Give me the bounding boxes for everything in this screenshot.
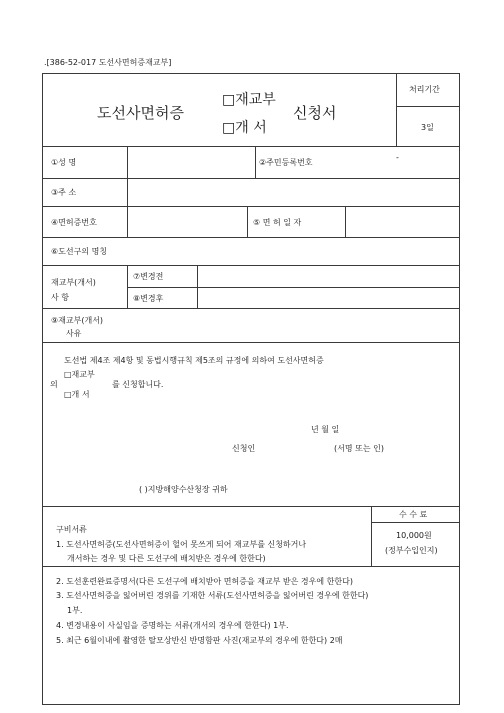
statement-option-renew[interactable]: □개 서 [64,390,90,399]
fee-amount: 10,000원 [396,531,432,540]
addressee: ( )지방해양수산청장 귀하 [139,485,228,494]
option-renew-title: □개 서 [222,120,267,136]
address-label: ③주 소 [51,188,77,197]
required-doc-3-cont: 1부. [67,606,83,615]
fee-label: 수 수 료 [399,510,428,519]
after-change-field[interactable] [199,289,458,307]
resident-no-label: ②주민등록번호 [259,158,313,167]
license-no-label: ④면허증번호 [51,218,97,227]
required-doc-3: 3. 도선사면허증을 잃어버린 경위를 기재한 서류(도선사면허증을 잃어버린 경우에 한한다) [56,591,369,600]
statement-prefix: 의 [50,380,58,389]
required-doc-1: 1. 도선사면허증(도선사면허증이 헐어 못쓰게 되어 재교부를 신청하거나 [56,540,307,549]
after-change-label: ⑧변경후 [133,294,164,303]
license-date-label: ⑤ 면 허 일 자 [253,218,302,227]
change-items-label: 재교부(개서) [51,278,96,287]
name-label: ①성 명 [51,158,77,167]
applicant-label: 신청인 [232,444,256,453]
processing-period-label: 처리기간 [409,85,440,94]
processing-period-value: 3일 [421,123,434,132]
resident-no-field[interactable]: - [396,153,399,162]
required-docs-title: 구비서류 [56,525,87,534]
pilotage-area-label: ⑥도선구의 명칭 [51,247,108,256]
change-items-label-2: 사 항 [51,293,69,302]
statement-suffix: 를 신청합니다. [112,380,164,389]
before-change-field[interactable] [199,267,458,286]
reason-label-2: 사유 [66,329,82,338]
signature-hint: (서명 또는 인) [334,444,384,453]
form-title: 도선사면허증 [97,104,184,122]
license-date-field[interactable] [347,208,457,236]
application-date: 년 월 일 [311,425,340,434]
form-code: .[386-52-017 도선사면허증재교부] [44,58,172,67]
name-field[interactable] [129,148,253,176]
form-title-suffix: 신청서 [293,104,337,122]
before-change-label: ⑦변경전 [133,272,164,281]
required-doc-2: 2. 도선훈련완료증명서(다른 도선구에 배치받아 면허증을 재교부 받은 경우에 한한다) [56,577,353,586]
address-field[interactable] [129,180,458,205]
required-doc-4: 4. 변경내용이 사실임을 증명하는 서류(개서의 경우에 한한다) 1부. [56,621,289,630]
required-doc-5: 5. 최근 6월이내에 촬영한 탈모상반신 반명함판 사진(재교부의 경우에 한한다) 2매 [56,636,343,645]
statement-text: 도선법 제4조 제4항 및 동법시행규칙 제5조의 규정에 의하여 도선사면허증 [64,356,324,365]
fee-note: (정부수입인지) [385,546,438,555]
reason-label: ⑨재교부(개서) [51,316,104,325]
required-doc-1-cont: 개서하는 경우 및 다른 도선구에 배치받은 경우에 한한다) [67,554,266,563]
option-reissue-title: □재교부 [222,92,276,108]
statement-option-reissue[interactable]: □재교부 [64,370,95,379]
license-no-field[interactable] [129,208,245,236]
